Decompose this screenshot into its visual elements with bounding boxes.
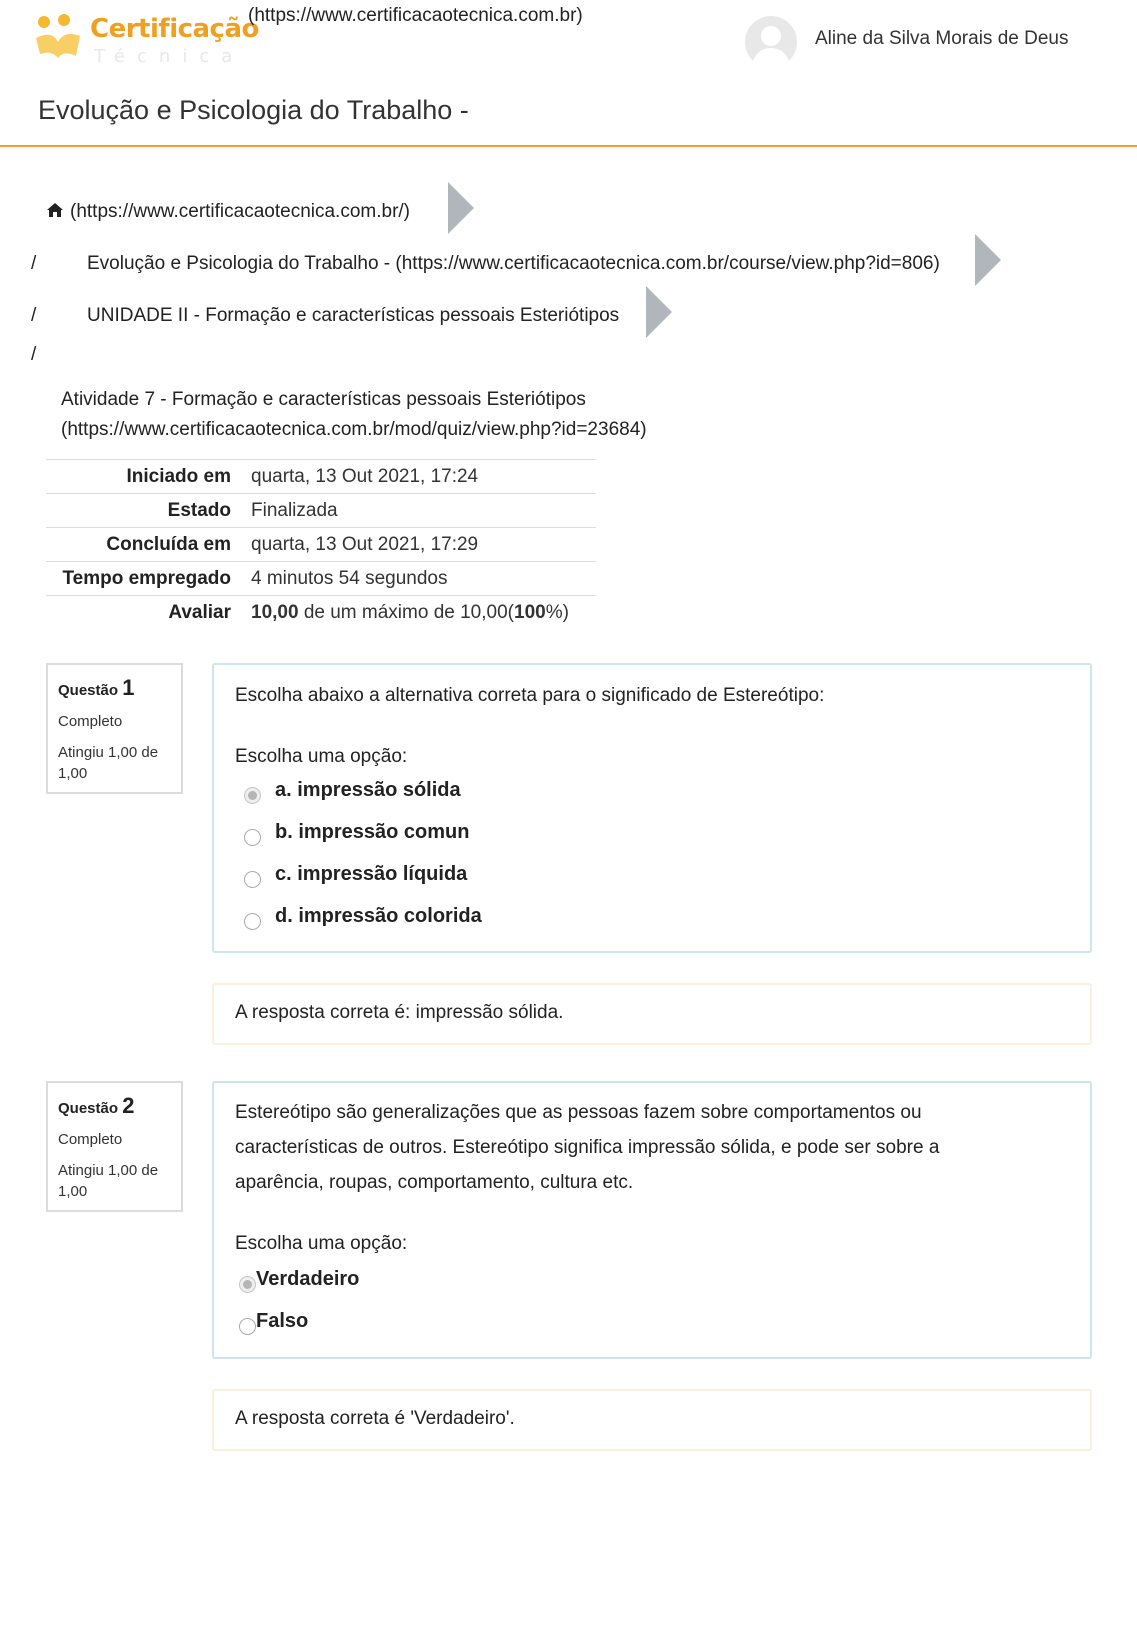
question-state: Completo [58, 1131, 123, 1148]
page-title: Evolução e Psicologia do Trabalho - [38, 95, 469, 125]
user-name[interactable]: Aline da Silva Morais de Deus [815, 28, 1069, 49]
logo-wordmark: Certificação [90, 14, 259, 44]
summary-label: Avaliar [46, 596, 251, 630]
summary-value: quarta, 13 Out 2021, 17:24 [251, 460, 596, 494]
summary-row [46, 596, 596, 630]
breadcrumb-unit-link[interactable]: UNIDADE II - Formação e características pessoais Esteriótipos [87, 305, 620, 326]
breadcrumb-separator: / [31, 253, 37, 274]
summary-label: Iniciado em [46, 460, 251, 494]
radio-button[interactable] [244, 871, 261, 888]
site-logo[interactable] [34, 12, 259, 68]
answer-option-label: a. impressão sólida [275, 779, 461, 801]
answer-option-label: d. impressão colorida [275, 905, 482, 927]
correct-answer-text: A resposta correta é: impressão sólida. [235, 1002, 564, 1023]
question-text [235, 1095, 939, 1200]
breadcrumb-arrow-icon [975, 234, 1001, 286]
summary-grade-value [251, 596, 596, 630]
summary-value: quarta, 13 Out 2021, 17:29 [251, 528, 596, 562]
question-text-line: Estereótipo são generalizações que as pessoas fazem sobre comportamentos ou [235, 1102, 922, 1123]
answer-option-label: Falso [256, 1310, 309, 1332]
radio-button[interactable] [244, 787, 261, 804]
summary-row [46, 528, 596, 562]
grade-percent: 100 [514, 601, 546, 623]
header-divider [0, 145, 1137, 147]
answer-option[interactable] [244, 901, 844, 933]
user-avatar[interactable] [745, 16, 797, 68]
radio-button[interactable] [239, 1276, 256, 1293]
question-index: 2 [122, 1093, 135, 1118]
logo-icon [34, 12, 86, 64]
question-state: Completo [58, 713, 123, 730]
question-label: Questão [58, 1100, 119, 1117]
summary-label: Estado [46, 494, 251, 528]
correct-answer-text: A resposta correta é 'Verdadeiro'. [235, 1408, 515, 1429]
grade-end: %) [545, 601, 569, 623]
summary-label: Concluída em [46, 528, 251, 562]
breadcrumb-home-link[interactable]: (https://www.certificacaotecnica.com.br/) [70, 201, 410, 222]
breadcrumb-separator: / [31, 344, 37, 365]
summary-value: 4 minutos 54 segundos [251, 562, 596, 596]
breadcrumb [0, 180, 1137, 370]
summary-row [46, 494, 596, 528]
answer-option[interactable] [239, 1306, 639, 1338]
attempt-summary-table [46, 459, 596, 629]
user-icon [745, 16, 797, 68]
summary-value: Finalizada [251, 494, 596, 528]
breadcrumb-activity-link[interactable] [61, 385, 647, 445]
breadcrumb-arrow-icon [448, 182, 474, 234]
question-number [58, 675, 171, 701]
radio-button[interactable] [244, 829, 261, 846]
answer-option-label: Verdadeiro [256, 1268, 360, 1290]
question-info [46, 1081, 183, 1212]
question-info [46, 663, 183, 794]
answer-option[interactable] [239, 1264, 639, 1296]
radio-button[interactable] [244, 913, 261, 930]
grade-max: de um máximo de 10,00( [298, 601, 514, 623]
summary-row [46, 562, 596, 596]
question-text-line: características de outros. Estereótipo significa impressão sólida, e pode ser sobre a [235, 1137, 940, 1158]
answer-option-label: b. impressão comun [275, 821, 470, 843]
summary-label: Tempo empregado [46, 562, 251, 596]
answer-prompt: Escolha uma opção: [235, 1233, 408, 1254]
breadcrumb-arrow-icon [646, 286, 672, 338]
feedback-box [212, 1389, 1092, 1451]
question-label: Questão [58, 682, 119, 699]
question-index: 1 [122, 675, 135, 700]
grade-score: 10,00 [251, 601, 299, 623]
answer-option-label: c. impressão líquida [275, 863, 468, 885]
question-content [212, 663, 1092, 953]
activity-url: (https://www.certificacaotecnica.com.br/mod/quiz/view.php?id=23684) [61, 419, 647, 440]
question-number [58, 1093, 171, 1119]
question-content [212, 1081, 1092, 1359]
activity-title: Atividade 7 - Formação e características pessoais Esteriótipos [61, 389, 586, 410]
answer-option[interactable] [244, 775, 844, 807]
logo-subtitle: Técnica [94, 46, 245, 67]
answer-prompt: Escolha uma opção: [235, 746, 408, 767]
question-text-line: aparência, roupas, comportamento, cultura etc. [235, 1172, 634, 1193]
feedback-box [212, 983, 1092, 1045]
site-link[interactable]: (https://www.certificacaotecnica.com.br) [248, 5, 583, 26]
radio-button[interactable] [239, 1318, 256, 1335]
question-text: Escolha abaixo a alternativa correta para o significado de Estereótipo: [235, 685, 825, 706]
question-grade: Atingiu 1,00 de 1,00 [58, 1162, 159, 1200]
answer-option[interactable] [244, 859, 844, 891]
home-icon[interactable] [46, 202, 64, 223]
breadcrumb-course-link[interactable]: Evolução e Psicologia do Trabalho - (https://www.certificacaotecnica.com.br/course/view.php?id=806) [87, 253, 940, 274]
summary-row [46, 460, 596, 494]
question-grade: Atingiu 1,00 de 1,00 [58, 744, 159, 782]
breadcrumb-separator: / [31, 305, 37, 326]
answer-option[interactable] [244, 817, 844, 849]
